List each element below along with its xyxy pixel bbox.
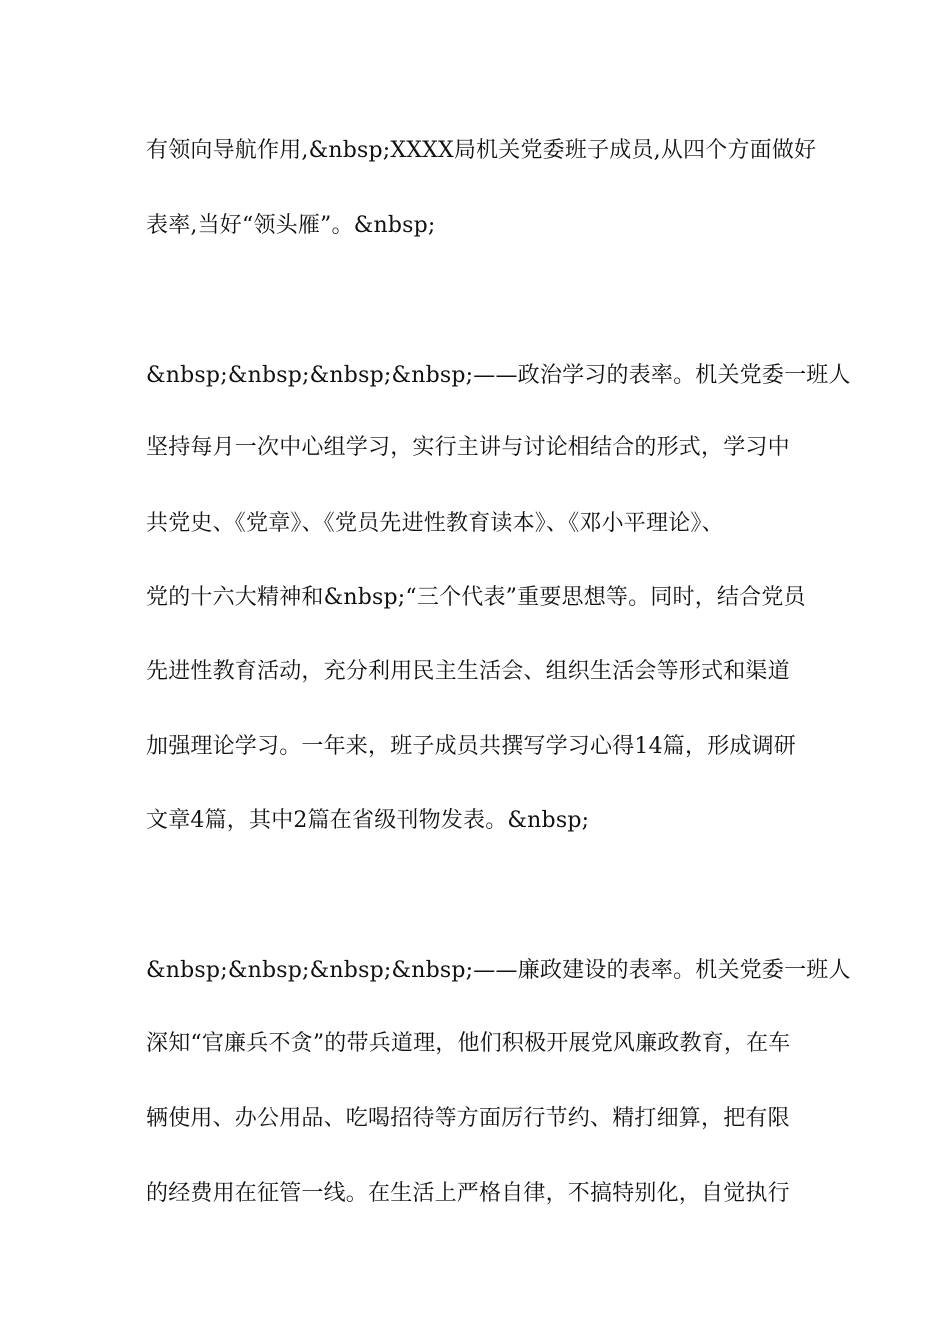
paragraph-3-line-3: 辆使用、办公用品、吃喝招待等方面厉行节约、精打细算，把有限 (146, 1106, 790, 1131)
paragraph-2-line-6: 加强理论学习。一年来，班子成员共撰写学习心得14篇，形成调研 (146, 734, 796, 759)
paragraph-2-line-3: 共党史、《党章》、《党员先进性教育读本》、《邓小平理论》、 (146, 511, 724, 536)
paragraph-2-line-7: 文章4篇，其中2篇在省级刊物发表。&nbsp; (146, 808, 590, 833)
paragraph-2-line-1: &nbsp;&nbsp;&nbsp;&nbsp;——政治学习的表率。机关党委一班人 (146, 363, 851, 388)
paragraph-1-line-1: 有领向导航作用,&nbsp;XXXX局机关党委班子成员,从四个方面做好 (146, 138, 817, 163)
paragraph-1-line-2: 表率,当好“领头雁”。&nbsp; (146, 213, 436, 238)
paragraph-3-line-1: &nbsp;&nbsp;&nbsp;&nbsp;——廉政建设的表率。机关党委一班人 (146, 958, 851, 983)
paragraph-3-line-4: 的经费用在征管一线。在生活上严格自律，不搞特别化，自觉执行 (146, 1181, 790, 1206)
paragraph-2-line-4: 党的十六大精神和&nbsp;“三个代表”重要思想等。同时，结合党员 (146, 585, 806, 610)
paragraph-3-line-2: 深知“官廉兵不贪”的带兵道理，他们积极开展党风廉政教育，在车 (146, 1031, 791, 1056)
paragraph-2-line-5: 先进性教育活动，充分利用民主生活会、组织生活会等形式和渠道 (146, 659, 790, 684)
paragraph-2-line-2: 坚持每月一次中心组学习，实行主讲与讨论相结合的形式，学习中 (146, 435, 790, 460)
